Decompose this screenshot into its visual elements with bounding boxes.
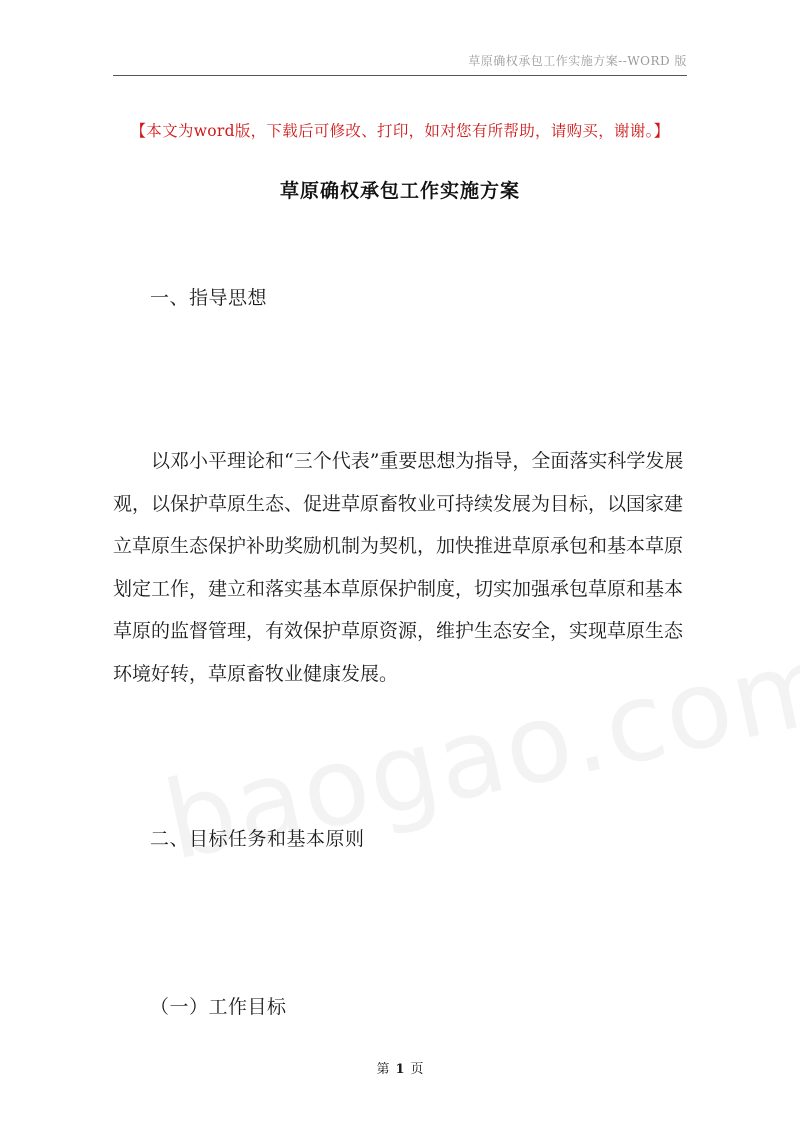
running-header: 草原确权承包工作实施方案--WORD 版: [468, 54, 687, 68]
body-paragraph: [113, 440, 687, 695]
paragraph-line: 立草原生态保护补助奖励机制为契机，加快推进草原承包和基本草原: [113, 535, 684, 557]
document-title: 草原确权承包工作实施方案: [279, 180, 520, 202]
paragraph-line: 划定工作，建立和落实基本草原保护制度，切实加强承包草原和基本: [113, 577, 684, 600]
paragraph-line: 环境好转，草原畜牧业健康发展。: [113, 662, 399, 685]
subsection-heading-work-goals: （一）工作目标: [150, 996, 287, 1018]
page-footer: [0, 1058, 800, 1077]
section-heading-guiding-ideology: 一、指导思想: [150, 287, 268, 309]
header-divider: [113, 75, 687, 76]
download-notice: 【本文为word版，下载后可修改、打印，如对您有所帮助，请购买，谢谢。】: [130, 122, 670, 140]
page-suffix: 页: [410, 1062, 424, 1077]
page-prefix: 第: [376, 1062, 390, 1077]
paragraph-line: 观，以保护草原生态、促进草原畜牧业可持续发展为目标，以国家建: [113, 492, 684, 515]
paragraph-line: 草原的监督管理，有效保护草原资源，维护生态安全，实现草原生态: [113, 620, 684, 642]
page-number: 1: [395, 1062, 405, 1077]
section-heading-goals-principles: 二、目标任务和基本原则: [150, 828, 365, 850]
paragraph-line: 以邓小平理论和“三个代表”重要思想为指导，全面落实科学发展: [151, 450, 684, 472]
